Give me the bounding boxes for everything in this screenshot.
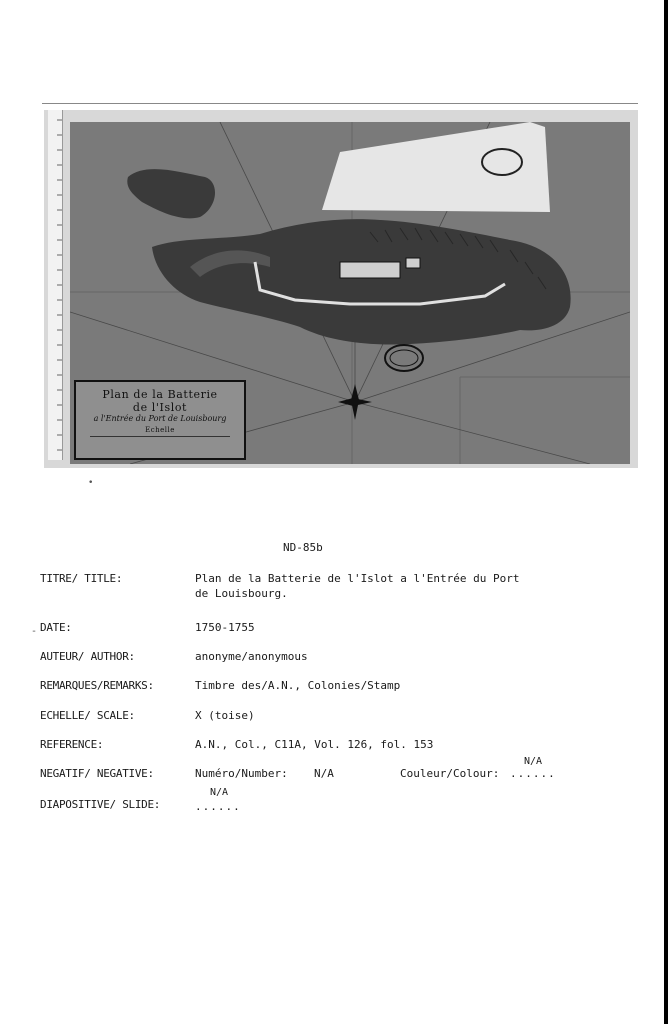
date-label: DATE: <box>40 621 72 634</box>
title-value-line1: Plan de la Batterie de l'Islot a l'Entrée du Port <box>195 572 520 585</box>
author-label: AUTEUR/ AUTHOR: <box>40 650 135 663</box>
negative-colour-dots: ...... <box>510 767 556 780</box>
slide-label: DIAPOSITIVE/ SLIDE: <box>40 798 161 811</box>
photo-mark: • <box>88 478 94 488</box>
date-value: 1750-1755 <box>195 621 255 634</box>
cartouche-scale: Echelle <box>145 426 175 434</box>
cartouche-title-line2: de l'Islot <box>132 401 188 414</box>
scale-value: X (toise) <box>195 709 255 722</box>
author-value: anonyme/anonymous <box>195 650 308 663</box>
cartouche-title-line1: Plan de la Batterie <box>102 388 218 401</box>
fort-building <box>340 262 400 278</box>
reference-value: A.N., Col., C11A, Vol. 126, fol. 153 <box>195 738 434 751</box>
document-id: ND-85b <box>283 541 323 554</box>
slide-value: N/A <box>210 787 229 798</box>
negative-number-label: Numéro/Number: <box>195 767 288 780</box>
cartouche-subtitle: a l'Entrée du Port de Louisbourg <box>93 414 227 423</box>
title-value-line2: de Louisbourg. <box>195 587 288 600</box>
top-rule <box>42 103 638 104</box>
negative-number-value: N/A <box>314 767 334 780</box>
slide-dots: ...... <box>195 800 241 813</box>
ruler-ticks <box>48 110 62 460</box>
reference-label: REFERENCE: <box>40 738 104 751</box>
remarks-label: REMARQUES/REMARKS: <box>40 679 154 692</box>
negative-colour-label: Couleur/Colour: <box>400 767 500 780</box>
title-value <box>195 571 575 601</box>
map-cartouche <box>74 380 246 460</box>
scale-label: ECHELLE/ SCALE: <box>40 709 135 722</box>
cartouche-scale-bar <box>90 436 230 439</box>
ruler-strip <box>48 110 63 460</box>
margin-mark: - <box>31 626 38 637</box>
title-label: TITRE/ TITLE: <box>40 572 123 585</box>
negative-colour-value: N/A <box>524 756 543 767</box>
remarks-value: Timbre des/A.N., Colonies/Stamp <box>195 679 401 692</box>
fort-building-small <box>406 258 420 268</box>
negative-label: NEGATIF/ NEGATIVE: <box>40 767 154 780</box>
right-edge-border <box>664 0 668 1024</box>
